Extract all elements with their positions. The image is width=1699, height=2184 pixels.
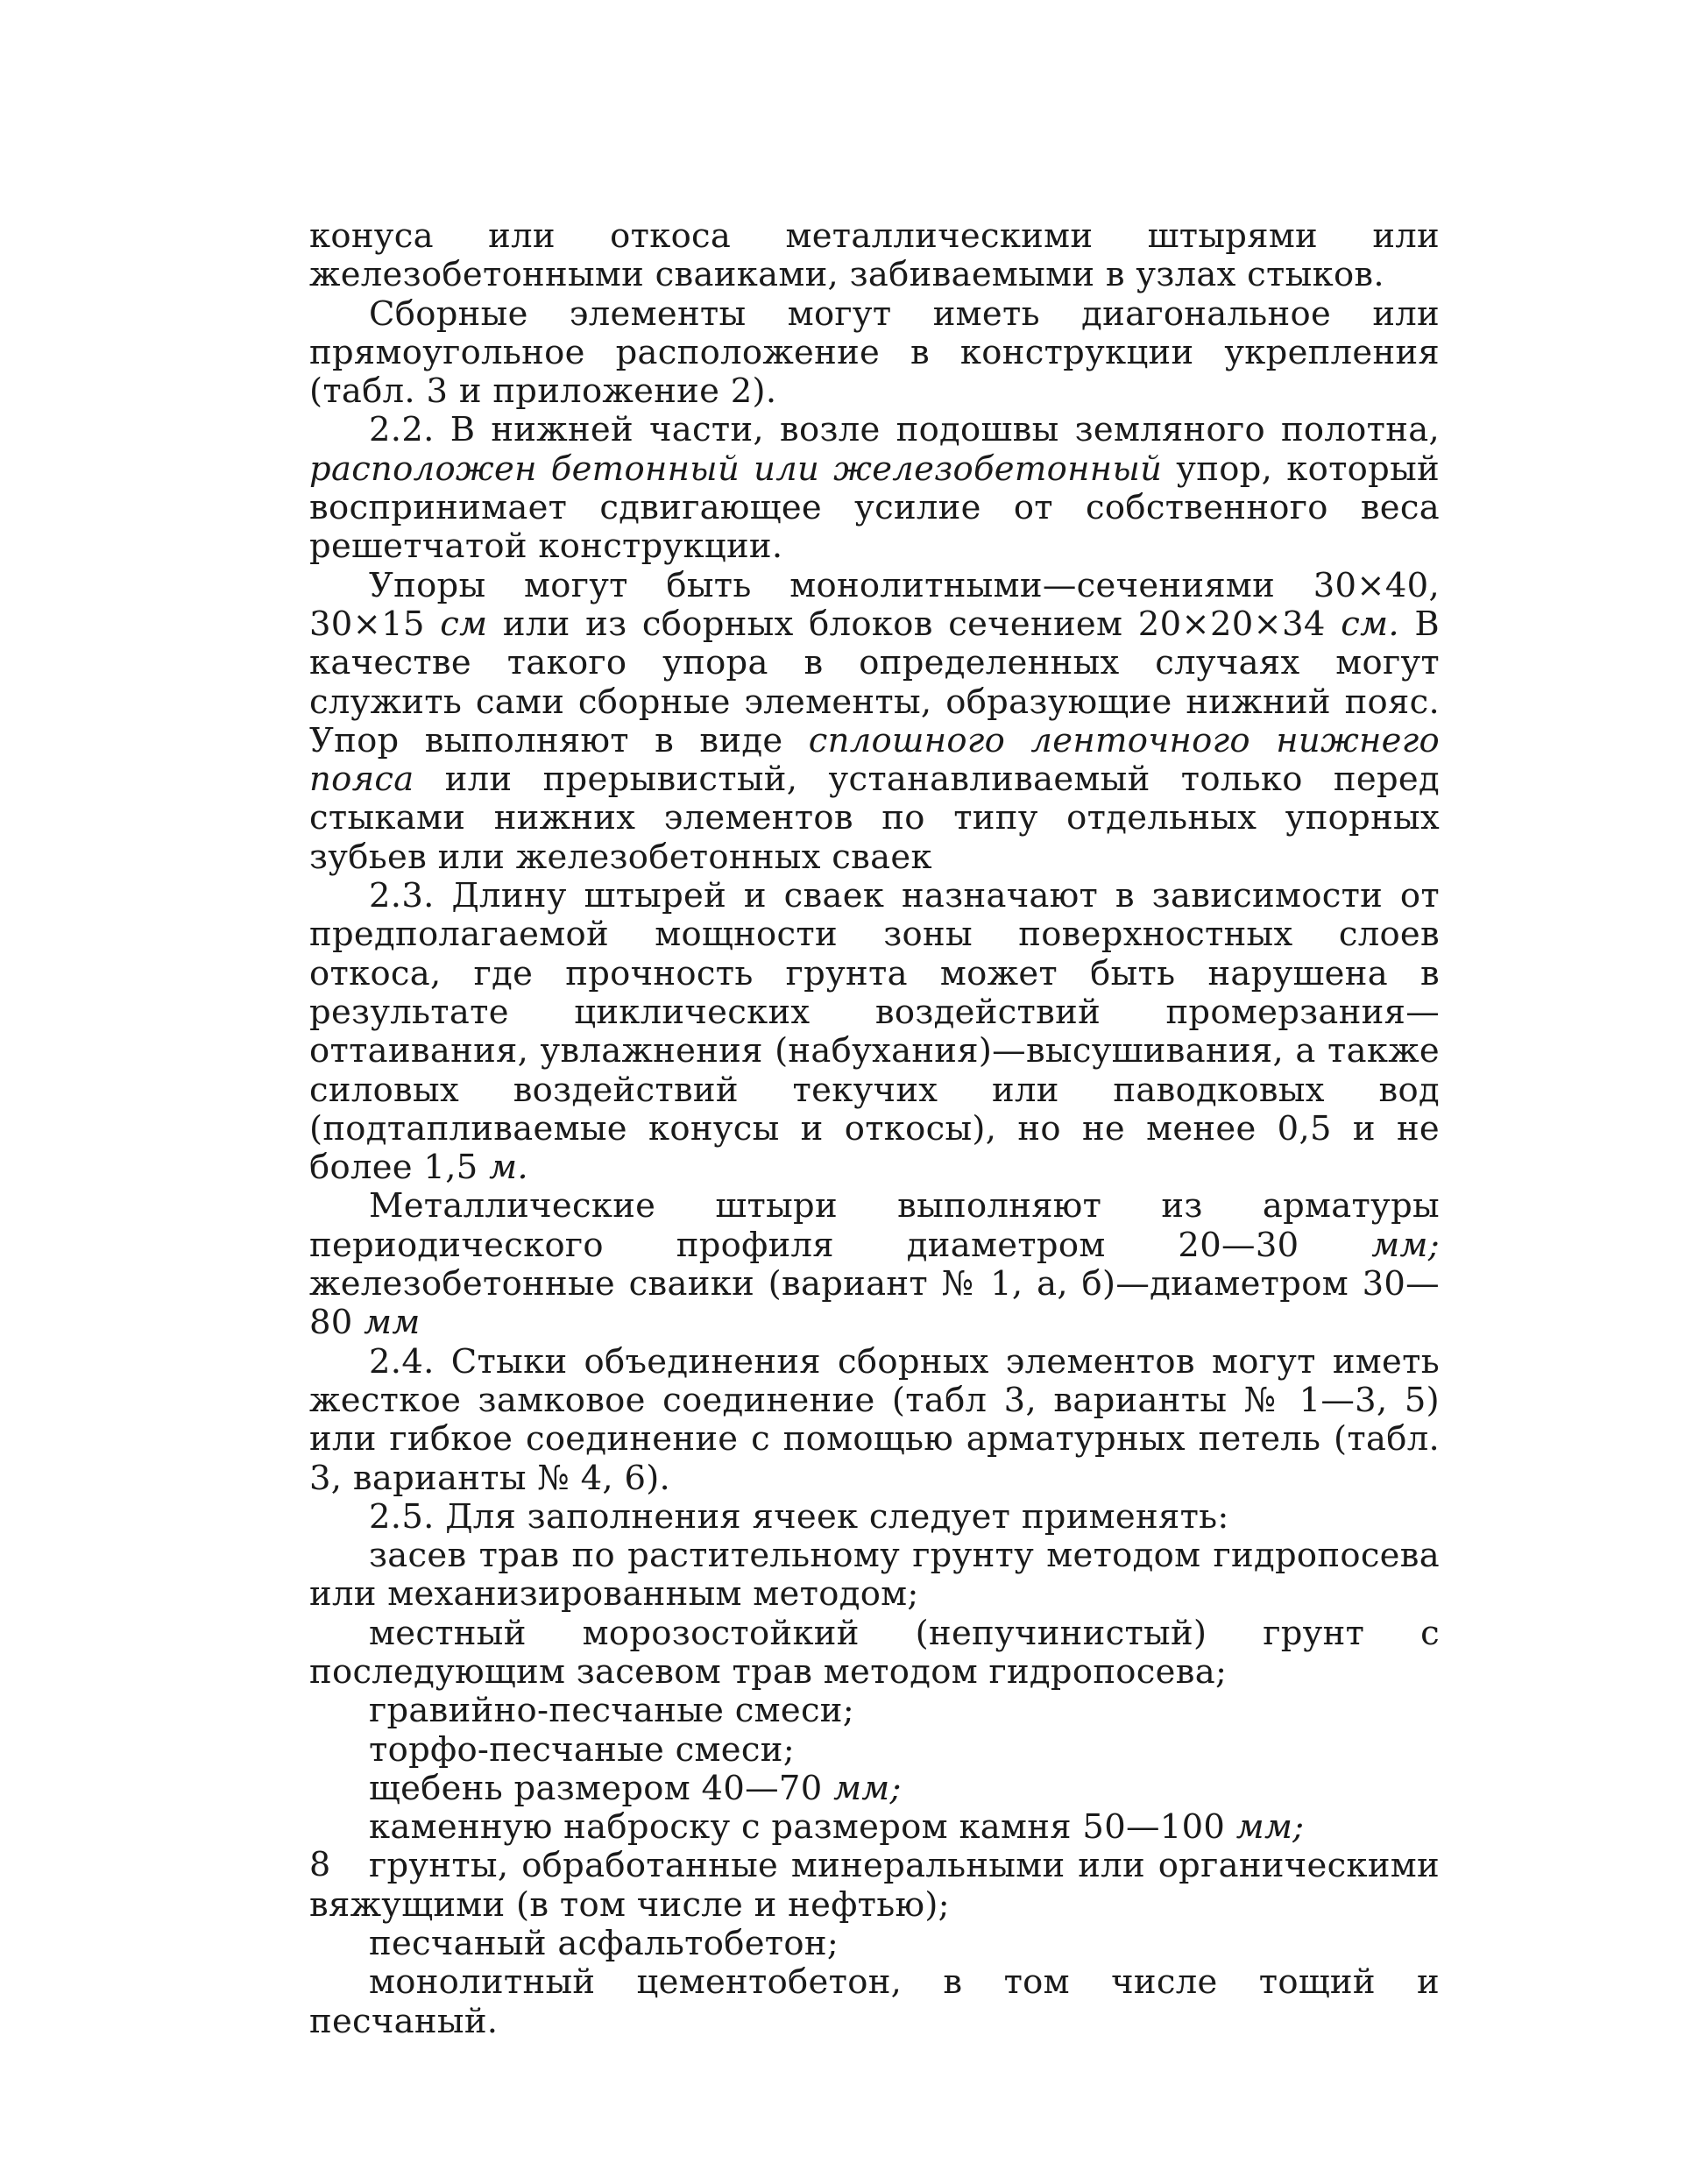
text-run: или прерывистый, устанавливаемый только перед стыками нижних элементов по типу отдельных упорных зубьев или железобетонных сваек bbox=[309, 760, 1440, 877]
paragraph bbox=[309, 1187, 1440, 1342]
italic-text: мм; bbox=[833, 1768, 902, 1808]
text-run: Сборные элементы могут иметь диагональное или прямоугольное расположение в конструкции укрепления (табл. 3 и приложение 2). bbox=[309, 293, 1440, 412]
paragraph bbox=[309, 295, 1440, 412]
paragraph bbox=[309, 1537, 1440, 1615]
paragraph bbox=[309, 1731, 1440, 1770]
paragraph bbox=[309, 877, 1440, 1187]
text-run: монолитный цементобетон, в том числе тощий и песчаный. bbox=[309, 1962, 1440, 2041]
page-body bbox=[309, 217, 1440, 2041]
italic-text: сплошного ленточного нижнего пояса bbox=[309, 720, 1440, 800]
text-run: Упоры могут быть монолитными—сечениями 30×40, 30×15 bbox=[309, 565, 1440, 644]
text-run: гравийно-песчаные смеси; bbox=[369, 1691, 855, 1731]
text-run: щебень размером 40—70 bbox=[369, 1768, 834, 1808]
text-run: 2.3. Длину штырей и сваек назначают в зависимости от предполагаемой мощности зоны поверхностных слоев откоса, где прочность грунта может быть нарушена в результате циклических воздействий промерзания—оттаивания, увлажнения (набухания)—высушивания, а также силовых воздействий текучих или паводковых вод (подтапливаемые конусы и откосы), но не менее 0,5 и не более 1,5 bbox=[309, 876, 1440, 1188]
paragraph bbox=[309, 1808, 1440, 1847]
text-run: грунты, обработанные минеральными или органическими вяжущими (в том числе и нефтью); bbox=[309, 1846, 1440, 1925]
text-run: местный морозостойкий (непучинистый) грунт с последующим засевом трав методом гидропосева; bbox=[309, 1613, 1440, 1692]
paragraph bbox=[309, 217, 1440, 295]
italic-text: см. bbox=[1341, 604, 1399, 644]
italic-text: см bbox=[440, 604, 488, 644]
paragraph bbox=[309, 411, 1440, 566]
paragraph bbox=[309, 1963, 1440, 2041]
paragraph bbox=[309, 1770, 1440, 1808]
text-run: упор, который воспринимает сдвигающее усилие от собственного веса решетчатой конструкции. bbox=[309, 449, 1440, 567]
italic-text: м. bbox=[489, 1148, 528, 1188]
text-run: 2.4. Стыки объединения сборных элементов могут иметь жесткое замковое соединение (табл 3, варианты № 1—3, 5) или гибкое соединение с помощью арматурных петель (табл. 3, варианты № 4, 6). bbox=[309, 1341, 1440, 1498]
paragraph bbox=[309, 1692, 1440, 1730]
italic-text: мм bbox=[364, 1303, 421, 1343]
paragraph bbox=[309, 1343, 1440, 1498]
text-run: В качестве такого упора в определенных случаях могут служить сами сборные элементы, образующие нижний пояс. Упор выполняют в виде bbox=[309, 604, 1440, 760]
italic-text: мм; bbox=[1235, 1807, 1305, 1848]
text-run: 2.2. В нижней части, возле подошвы земляного полотна, bbox=[369, 410, 1440, 450]
italic-text: мм; bbox=[1371, 1225, 1440, 1265]
paragraph bbox=[309, 1498, 1440, 1537]
text-run: конуса или откоса металлическими штырями или железобетонными сваиками, забиваемыми в узлах стыков. bbox=[309, 216, 1440, 295]
text-run: каменную наброску с размером камня 50—100 bbox=[369, 1807, 1236, 1848]
text-run: торфо-песчаные смеси; bbox=[369, 1729, 795, 1770]
text-run: железобетонные сваики (вариант № 1, а, б)—диаметром 30—80 bbox=[309, 1264, 1440, 1343]
text-run: Металлические штыри выполняют из арматуры периодического профиля диаметром 20—30 bbox=[309, 1186, 1440, 1265]
paragraph bbox=[309, 1925, 1440, 1963]
text-run: песчаный асфальтобетон; bbox=[369, 1924, 839, 1964]
paragraph bbox=[309, 567, 1440, 877]
text-run: 2.5. Для заполнения ячеек следует применять: bbox=[369, 1496, 1229, 1537]
italic-text: расположен бетонный или железобетонный bbox=[309, 449, 1163, 489]
page-number: 8 bbox=[309, 1845, 331, 1884]
text-run: засев трав по растительному грунту методом гидропосева или механизированным методом; bbox=[309, 1536, 1440, 1615]
text-run: или из сборных блоков сечением 20×20×34 bbox=[487, 604, 1342, 644]
paragraph bbox=[309, 1847, 1440, 1925]
paragraph bbox=[309, 1615, 1440, 1693]
